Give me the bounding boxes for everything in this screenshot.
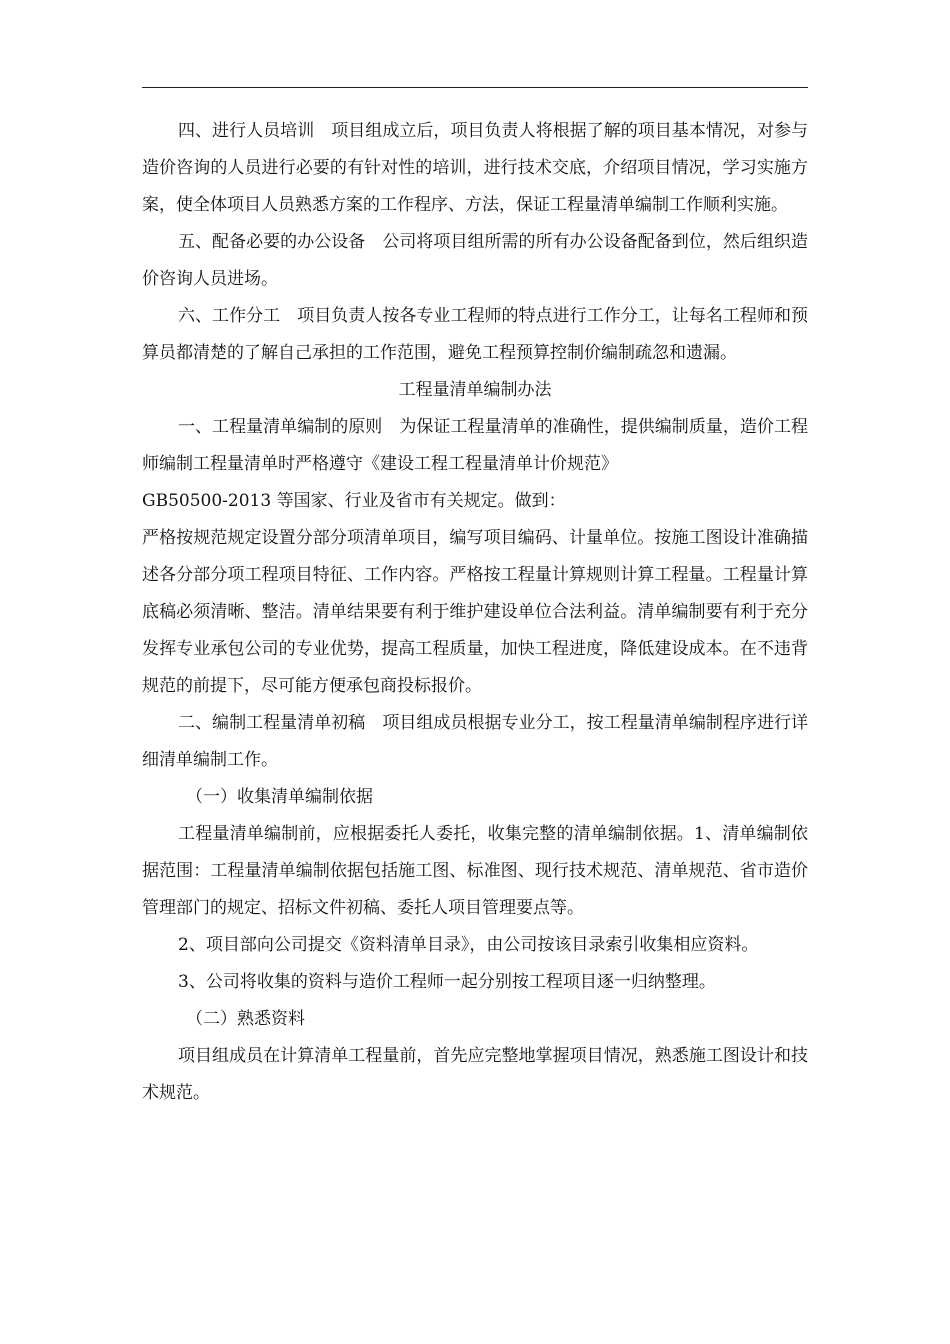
paragraph-collect-item-2: 2、项目部向公司提交《资料清单目录》，由公司按该目录索引收集相应资料。 xyxy=(178,935,759,955)
paragraph-equipment: 五、配备必要的办公设备 公司将项目组所需的所有办公设备配备到位，然后组织造价咨询人员进场。 xyxy=(142,232,808,289)
paragraph-collect-item-3: 3、公司将收集的资料与造价工程师一起分别按工程项目逐一归纳整理。 xyxy=(178,972,716,992)
paragraph-familiarize: 项目组成员在计算清单工程量前，首先应完整地掌握项目情况，熟悉施工图设计和技术规范。 xyxy=(142,1046,808,1103)
paragraph-draft: 二、编制工程量清单初稿 项目组成员根据专业分工，按工程量清单编制程序进行详细清单编制工作。 xyxy=(142,713,808,770)
paragraph-principle-code: GB50500-2013 等国家、行业及省市有关规定。做到： xyxy=(142,491,566,511)
subheading-collect: （一）收集清单编制依据 xyxy=(186,787,373,807)
section-heading: 工程量清单编制办法 xyxy=(398,380,552,400)
document-body xyxy=(142,113,808,1112)
subheading-familiarize: （二）熟悉资料 xyxy=(186,1009,305,1029)
paragraph-training: 四、进行人员培训 项目组成立后，项目负责人将根据了解的项目基本情况，对参与造价咨询的人员进行必要的有针对性的培训，进行技术交底，介绍项目情况，学习实施方案，使全体项目人员熟悉方案的工作程序、方法，保证工程量清单编制工作顺利实施。 xyxy=(142,121,808,215)
header-rule xyxy=(142,87,808,88)
paragraph-principle-detail: 严格按规范规定设置分部分项清单项目，编写项目编码、计量单位。按施工图设计准确描述各分部分项工程项目特征、工作内容。严格按工程量计算规则计算工程量。工程量计算底稿必须清晰、整洁。清单结果要有利于维护建设单位合法利益。清单编制要有利于充分发挥专业承包公司的专业优势，提高工程质量，加快工程进度，降低建设成本。在不违背规范的前提下，尽可能方便承包商投标报价。 xyxy=(142,528,808,696)
paragraph-division: 六、工作分工 项目负责人按各专业工程师的特点进行工作分工，让每名工程师和预算员都清楚的了解自己承担的工作范围，避免工程预算控制价编制疏忽和遗漏。 xyxy=(142,306,808,363)
paragraph-collect: 工程量清单编制前，应根据委托人委托，收集完整的清单编制依据。1、清单编制依据范围：工程量清单编制依据包括施工图、标准图、现行技术规范、清单规范、省市造价管理部门的规定、招标文件初稿、委托人项目管理要点等。 xyxy=(142,824,808,918)
paragraph-principle: 一、工程量清单编制的原则 为保证工程量清单的准确性，提供编制质量，造价工程师编制工程量清单时严格遵守《建设工程工程量清单计价规范》 xyxy=(142,417,808,474)
